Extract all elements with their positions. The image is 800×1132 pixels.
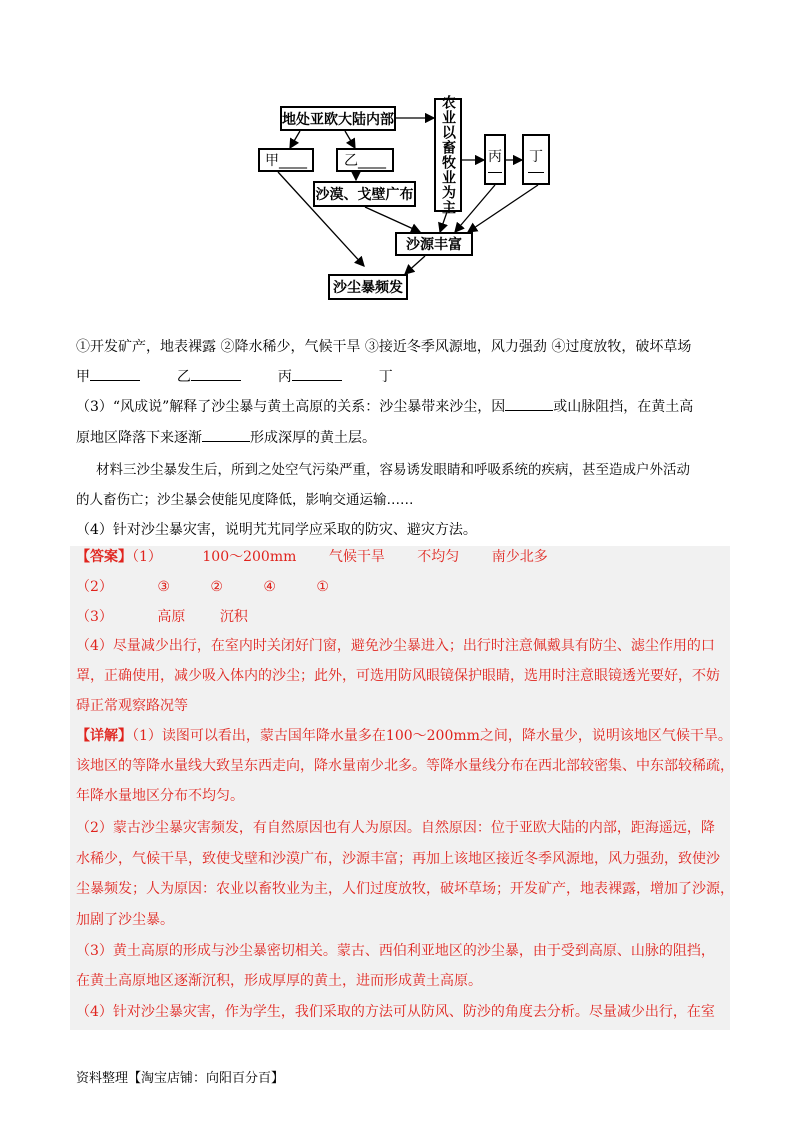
page-footer: 资料整理【淘宝店铺：向阳百分百】 (76, 1071, 285, 1086)
answer-1-item: 南少北多 (491, 549, 548, 565)
answer-3-item: 高原 (157, 609, 186, 625)
answer-1-item: 气候干旱 (328, 549, 385, 565)
fill-line (76, 367, 726, 387)
blank-jia (90, 367, 140, 381)
jia-box: 甲____ (258, 148, 314, 172)
top-box: 地处亚欧大陆内部 (280, 106, 396, 131)
answer-4-line3: 碍正常观察路况等 (76, 698, 188, 714)
detail-2-line4: 加剧了沙尘暴。 (76, 912, 174, 928)
fill-yi: 乙 (176, 369, 191, 385)
fill-bing: 丙 (277, 369, 292, 385)
q3-text-a: （3）“风成说”解释了沙尘暴与黄土高原的关系：沙尘暴带来沙尘，因 (76, 399, 506, 415)
detail-tag: 【详解】 (76, 728, 132, 744)
detail-2-line1: （2）蒙古沙尘暴灾害频发，有自然原因也有人为原因。自然原因：位于亚欧大陆的内部，距海遥远，降 (76, 820, 715, 836)
detail-2-line3: 尘暴频发；人为原因：农业以畜牧业为主，人们过度放牧，破坏草场；开发矿产，地表裸露，增加了沙源， (76, 881, 734, 897)
answer-line1 (76, 547, 726, 567)
bing-box (484, 134, 506, 185)
yi-box: 乙____ (336, 148, 394, 172)
detail-1-line2: 该地区的等降水量线大致呈东西走向，降水量南少北多。等降水量线分布在西北部较密集、中东部较稀疏， (76, 758, 734, 774)
q3-text-b: 或山脉阻挡，在黄土高 (553, 399, 694, 415)
answer-2-item: ② (210, 579, 223, 595)
answer-tag: 【答案】 (76, 549, 132, 565)
ding-label: 丁 (529, 149, 543, 165)
answer-2-label: （2） (76, 579, 113, 595)
sand-source-box: 沙源丰富 (395, 232, 473, 256)
detail-2-line2: 水稀少，气候干旱，致使戈壁和沙漠广布，沙源丰富；再加上该地区接近冬季风源地，风力强劲，致使沙 (76, 851, 720, 867)
answer-4-line2: 罩，正确使用，减少吸入体内的沙尘；此外，可选用防风眼镜保护眼睛，选用时注意眼镜透光要好，不妨 (76, 668, 720, 684)
answer-4-line1: （4）尽量减少出行，在室内时关闭好门窗，避免沙尘暴进入；出行时注意佩戴具有防尘、滤尘作用的口 (76, 638, 715, 654)
answer-2-item: ④ (263, 579, 276, 595)
fill-ding: 丁 (378, 369, 393, 385)
answer-1-label: （1） (132, 549, 162, 565)
detail-1-line3: 年降水量地区分布不均匀。 (76, 788, 244, 804)
answer-1-item: 不均匀 (417, 549, 460, 565)
diagram-arrows (0, 0, 800, 310)
fill-jia: 甲 (76, 369, 90, 385)
blank-yi (191, 367, 241, 381)
detail-1-text: （1）读图可以看出，蒙古国年降水量多在100～200mm之间，降水量少，说明该地区气候干旱。 (132, 728, 732, 744)
q3-text-c: 原地区降落下来逐渐 (76, 430, 202, 446)
detail-4-line1: （4）针对沙尘暴灾害，作为学生，我们采取的方法可从防风、防沙的角度去分析。尽量减少出行，在室 (76, 1004, 715, 1020)
answer-3-label: （3） (76, 609, 113, 625)
q3-blank-2 (202, 428, 250, 442)
detail-3-line2: 在黄土高原地区逐渐沉积，形成厚厚的黄土，进而形成黄土高原。 (76, 973, 482, 989)
ding-blank (528, 172, 544, 173)
material3-line2: 的人畜伤亡；沙尘暴会使能见度降低，影响交通运输…… (76, 492, 414, 508)
ding-box (522, 134, 550, 185)
material3-line1: 材料三沙尘暴发生后，所到之处空气污染严重，容易诱发眼睛和呼吸系统的疾病，甚至造成户外活动 (96, 462, 690, 478)
answer-2-item: ① (316, 579, 329, 595)
q3-line2 (76, 428, 726, 448)
answer-1-item: 100～200mm (202, 549, 297, 565)
flow-diagram (0, 0, 800, 310)
q3-line1 (76, 397, 726, 417)
agriculture-box: 农业以畜牧业为主 (434, 98, 462, 212)
detail-line1 (76, 726, 732, 746)
bing-label: 丙 (488, 149, 502, 165)
options-line: ①开发矿产，地表裸露 ②降水稀少，气候干旱 ③接近冬季风源地，风力强劲 ④过度放牧，破坏草场 (76, 339, 692, 355)
answer-3-item: 沉积 (219, 609, 248, 625)
q3-blank-1 (505, 397, 553, 411)
q4-line: （4）针对沙尘暴灾害，说明艽艽同学应采取的防灾、避灾方法。 (76, 522, 477, 538)
desert-box: 沙漠、戈壁广布 (313, 181, 416, 207)
answer-2-item: ③ (157, 579, 170, 595)
blank-bing (292, 367, 342, 381)
answer-line2 (76, 577, 726, 597)
answer-line3 (76, 607, 726, 627)
sandstorm-box: 沙尘暴频发 (328, 274, 408, 300)
bing-blank (488, 172, 502, 173)
q3-text-d: 形成深厚的黄土层。 (250, 430, 376, 446)
detail-3-line1: （3）黄土高原的形成与沙尘暴密切相关。蒙古、西伯利亚地区的沙尘暴，由于受到高原、山脉的阻挡， (76, 943, 715, 959)
